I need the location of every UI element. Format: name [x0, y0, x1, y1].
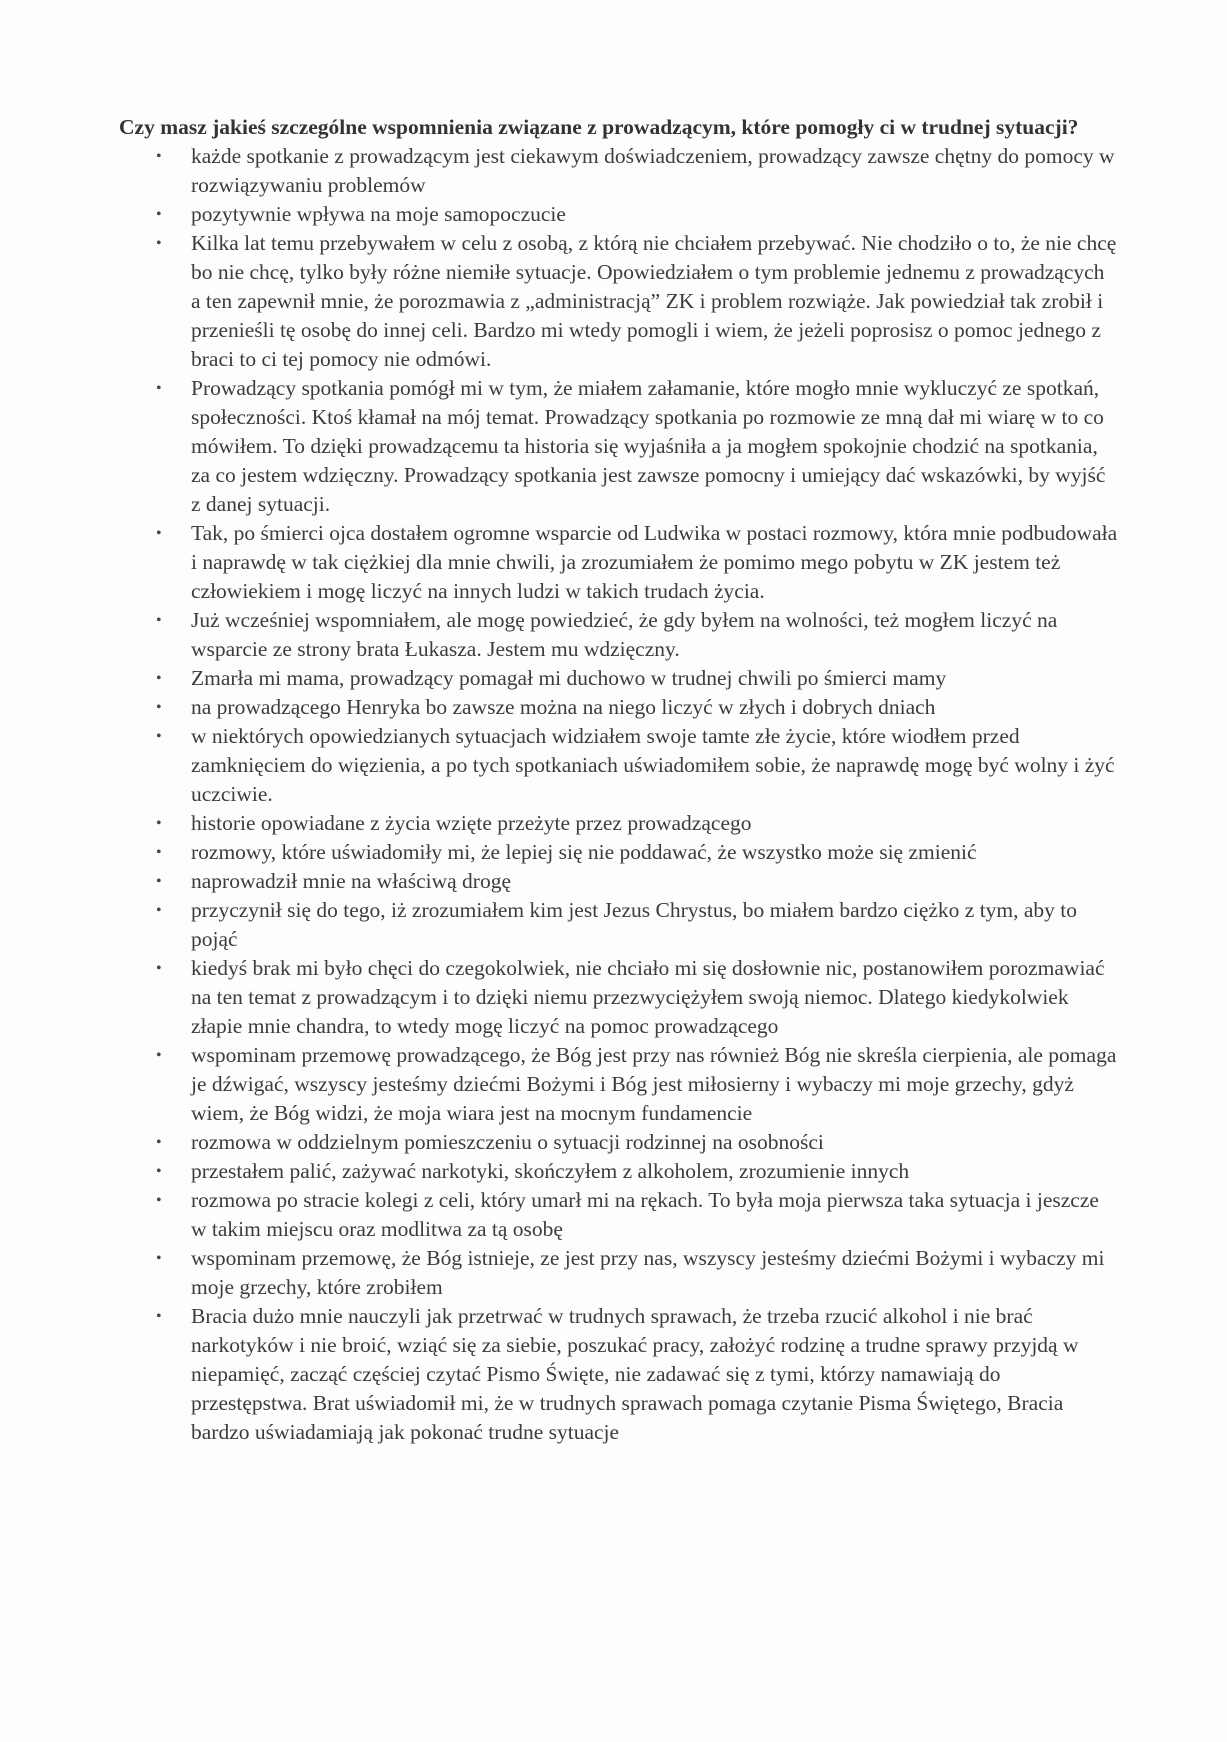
answer-text: Prowadzący spotkania pomógł mi w tym, że miałem załamanie, które mogło mnie wykluczyć ze spotkań, społeczności. Ktoś kłamał na mój temat. Prowadzący spotkania po rozmowie ze mną dał mi wiarę w to co mówiłem. To dzięki prowadzącemu ta historia się wyjaśniła a ja mogłem spokojnie chodzić na spotkania, za co jestem wdzięczny. Prowadzący spotkania jest zawsze pomocny i umiejący dać wskazówki, by wyjść z danej sytuacji. [191, 376, 1106, 516]
answer-text: Zmarła mi mama, prowadzący pomagał mi duchowo w trudnej chwili po śmierci mamy [191, 666, 947, 690]
answer-text: kiedyś brak mi było chęci do czegokolwiek, nie chciało mi się dosłownie nic, postanowiłem porozmawiać na ten temat z prowadzącym i to dzięki niemu przezwyciężyłem swoją niemoc. Dlatego kiedykolwiek złapie mnie chandra, to wtedy mogę liczyć na pomoc prowadzącego [191, 956, 1105, 1038]
answer-text: naprowadził mnie na właściwą drogę [191, 869, 511, 893]
answer-item [119, 954, 1119, 1041]
answer-text: przestałem palić, zażywać narkotyki, skończyłem z alkoholem, zrozumienie innych [191, 1159, 910, 1183]
answer-text: każde spotkanie z prowadzącym jest ciekawym doświadczeniem, prowadzący zawsze chętny do pomocy w rozwiązywaniu problemów [191, 144, 1115, 197]
answer-text: historie opowiadane z życia wzięte przeżyte przez prowadzącego [191, 811, 752, 835]
answer-item [119, 838, 1119, 867]
answer-item [119, 664, 1119, 693]
bullet-icon: • [156, 1163, 162, 1180]
bullet-icon: • [156, 844, 162, 861]
bullet-icon: • [156, 960, 162, 977]
bullet-icon: • [156, 1250, 162, 1267]
bullet-icon: • [156, 815, 162, 832]
answer-item [119, 229, 1119, 374]
answer-text: Bracia dużo mnie nauczyli jak przetrwać w trudnych sprawach, że trzeba rzucić alkohol i nie brać narkotyków i nie broić, wziąć się za siebie, poszukać pracy, założyć rodzinę a trudne sprawy przyjdą w niepamięć, zacząć częściej czytać Pismo Święte, nie zadawać się z tymi, którzy namawiają do przestępstwa. Brat uświadomił mi, że w trudnych sprawach pomaga czytanie Pisma Świętego, Bracia bardzo uświadamiają jak pokonać trudne sytuacje [191, 1304, 1079, 1444]
answer-text: rozmowy, które uświadomiły mi, że lepiej się nie poddawać, że wszystko może się zmienić [191, 840, 977, 864]
document-body [119, 114, 1119, 1447]
answer-item [119, 142, 1119, 200]
answer-item [119, 374, 1119, 519]
bullet-icon: • [156, 235, 162, 252]
bullet-icon: • [156, 1047, 162, 1064]
bullet-icon: • [156, 902, 162, 919]
answer-item [119, 519, 1119, 606]
bullet-icon: • [156, 1308, 162, 1325]
answer-item [119, 1244, 1119, 1302]
answer-text: wspominam przemowę prowadzącego, że Bóg jest przy nas również Bóg nie skreśla cierpienia, ale pomaga je dźwigać, wszyscy jesteśmy dziećmi Bożymi i Bóg jest miłosierny i wybaczy mi moje grzechy, gdyż wiem, że Bóg widzi, że moja wiara jest na mocnym fundamencie [191, 1043, 1117, 1125]
answer-item [119, 200, 1119, 229]
bullet-icon: • [156, 612, 162, 629]
bullet-icon: • [156, 206, 162, 223]
answer-text: Tak, po śmierci ojca dostałem ogromne wsparcie od Ludwika w postaci rozmowy, która mnie podbudowała i naprawdę w tak ciężkiej dla mnie chwili, ja zrozumiałem że pomimo mego pobytu w ZK jestem też człowiekiem i mogę liczyć na innych ludzi w takich trudach życia. [191, 521, 1118, 603]
answer-item [119, 1041, 1119, 1128]
bullet-icon: • [156, 670, 162, 687]
bullet-icon: • [156, 148, 162, 165]
answer-text: rozmowa w oddzielnym pomieszczeniu o sytuacji rodzinnej na osobności [191, 1130, 824, 1154]
answer-item [119, 867, 1119, 896]
answer-item [119, 896, 1119, 954]
bullet-icon: • [156, 380, 162, 397]
bullet-icon: • [156, 1192, 162, 1209]
bullet-icon: • [156, 525, 162, 542]
answer-text: na prowadzącego Henryka bo zawsze można na niego liczyć w złych i dobrych dniach [191, 695, 936, 719]
answer-text: Kilka lat temu przebywałem w celu z osobą, z którą nie chciałem przebywać. Nie chodziło o to, że nie chcę bo nie chcę, tylko były różne niemiłe sytuacje. Opowiedziałem o tym problemie jednemu z prowadzących a ten zapewnił mnie, że porozmawia z „administracją” ZK i problem rozwiąże. Jak powiedział tak zrobił i przenieśli tę osobę do innej celi. Bardzo mi wtedy pomogli i wiem, że jeżeli poprosisz o pomoc jednego z braci to ci tej pomocy nie odmówi. [191, 231, 1117, 371]
bullet-icon: • [156, 873, 162, 890]
bullet-icon: • [156, 1134, 162, 1151]
answer-item [119, 1128, 1119, 1157]
answer-item [119, 809, 1119, 838]
answer-text: w niektórych opowiedzianych sytuacjach widziałem swoje tamte złe życie, które wiodłem przed zamknięciem do więzienia, a po tych spotkaniach uświadomiłem sobie, że naprawdę mogę być wolny i żyć uczciwie. [191, 724, 1115, 806]
answer-item [119, 1302, 1119, 1447]
answers-list [119, 142, 1119, 1447]
question-heading: Czy masz jakieś szczególne wspomnienia związane z prowadzącym, które pomogły ci w trudnej sytuacji? [119, 115, 1079, 139]
answer-item [119, 722, 1119, 809]
answer-text: pozytywnie wpływa na moje samopoczucie [191, 202, 566, 226]
answer-item [119, 693, 1119, 722]
answer-item [119, 1157, 1119, 1186]
answer-text: Już wcześniej wspomniałem, ale mogę powiedzieć, że gdy byłem na wolności, też mogłem liczyć na wsparcie ze strony brata Łukasza. Jestem mu wdzięczny. [191, 608, 1058, 661]
bullet-icon: • [156, 728, 162, 745]
answer-text: rozmowa po stracie kolegi z celi, który umarł mi na rękach. To była moja pierwsza taka sytuacja i jeszcze w takim miejscu oraz modlitwa za tą osobę [191, 1188, 1099, 1241]
bullet-icon: • [156, 699, 162, 716]
answer-text: przyczynił się do tego, iż zrozumiałem kim jest Jezus Chrystus, bo miałem bardzo ciężko z tym, aby to pojąć [191, 898, 1078, 951]
answer-text: wspominam przemowę, że Bóg istnieje, ze jest przy nas, wszyscy jesteśmy dziećmi Bożymi i wybaczy mi moje grzechy, które zrobiłem [191, 1246, 1105, 1299]
answer-item [119, 606, 1119, 664]
answer-item [119, 1186, 1119, 1244]
